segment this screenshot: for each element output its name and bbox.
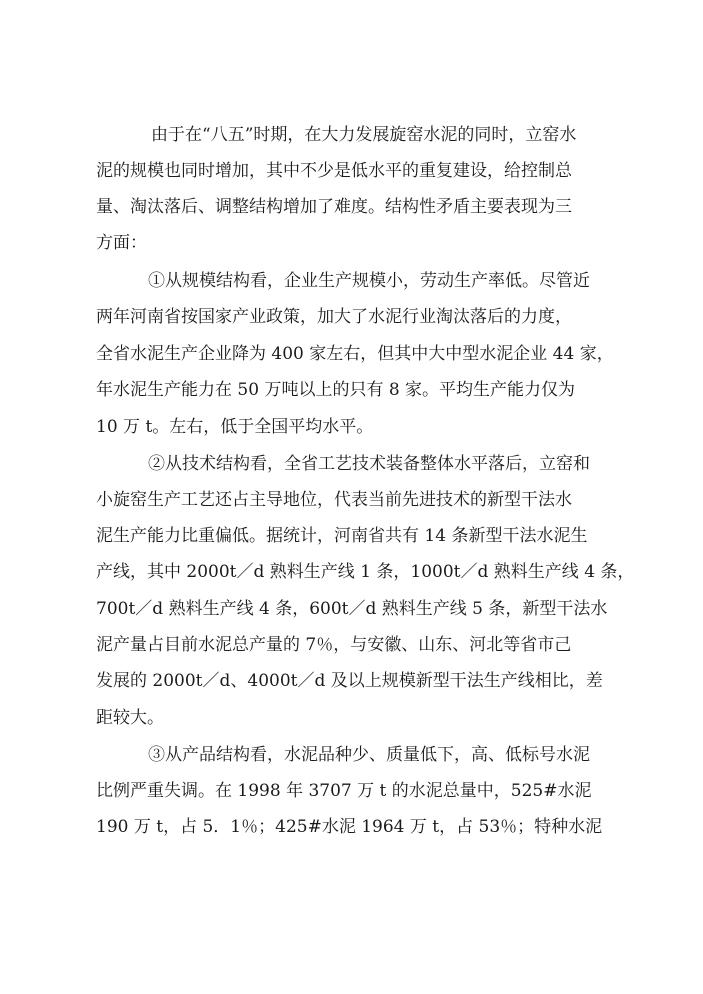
text-line-17: 距较大。 <box>96 708 164 728</box>
text-line-20: 190 万 t，占 5．1％；425#水泥 1964 万 t，占 53％；特种水泥 <box>96 817 603 837</box>
text-line-7: 全省水泥生产企业降为 400 家左右，但其中大中型水泥企业 44 家， <box>96 344 614 364</box>
text-line-14: 700t／d 熟料生产线 4 条，600t／d 熟料生产线 5 条，新型干法水 <box>96 599 608 619</box>
text-line-6: 两年河南省按国家产业政策，加大了水泥行业淘汰落后的力度， <box>96 307 572 327</box>
text-line-8: 年水泥生产能力在 50 万吨以上的只有 8 家。平均生产能力仅为 <box>96 380 576 400</box>
text-line-3: 量、淘汰落后、调整结构增加了难度。结构性矛盾主要表现为三 <box>96 197 572 217</box>
text-line-16: 发展的 2000t／d、4000t／d 及以上规模新型干法生产线相比，差 <box>96 671 603 691</box>
text-line-19: 比例严重失调。在 1998 年 3707 万 t 的水泥总量中，525#水泥 <box>96 781 592 801</box>
text-line-11: 小旋窑生产工艺还占主导地位，代表当前先进技术的新型干法水 <box>96 490 572 510</box>
text-line-5: ①从规模结构看，企业生产规模小，劳动生产率低。尽管近 <box>148 271 590 291</box>
text-line-4: 方面： <box>96 233 147 253</box>
text-line-9: 10 万 t。左右，低于全国平均水平。 <box>96 417 374 437</box>
text-line-2: 泥的规模也同时增加，其中不少是低水平的重复建设，给控制总 <box>96 161 572 181</box>
text-line-13: 产线，其中 2000t／d 熟料生产线 1 条，1000t／d 熟料生产线 4 条， <box>96 562 635 582</box>
text-line-10: ②从技术结构看，全省工艺技术装备整体水平落后，立窑和 <box>148 454 590 474</box>
text-line-12: 泥生产能力比重偏低。据统计，河南省共有 14 条新型干法水泥生 <box>96 526 588 546</box>
text-line-15: 泥产量占目前水泥总产量的 7％，与安徽、山东、河北等省市己 <box>96 635 572 655</box>
text-line-18: ③从产品结构看，水泥品种少、质量低下，高、低标号水泥 <box>148 745 590 765</box>
text-line-1: 由于在“八五”时期，在大力发展旋窑水泥的同时，立窑水 <box>151 125 577 145</box>
